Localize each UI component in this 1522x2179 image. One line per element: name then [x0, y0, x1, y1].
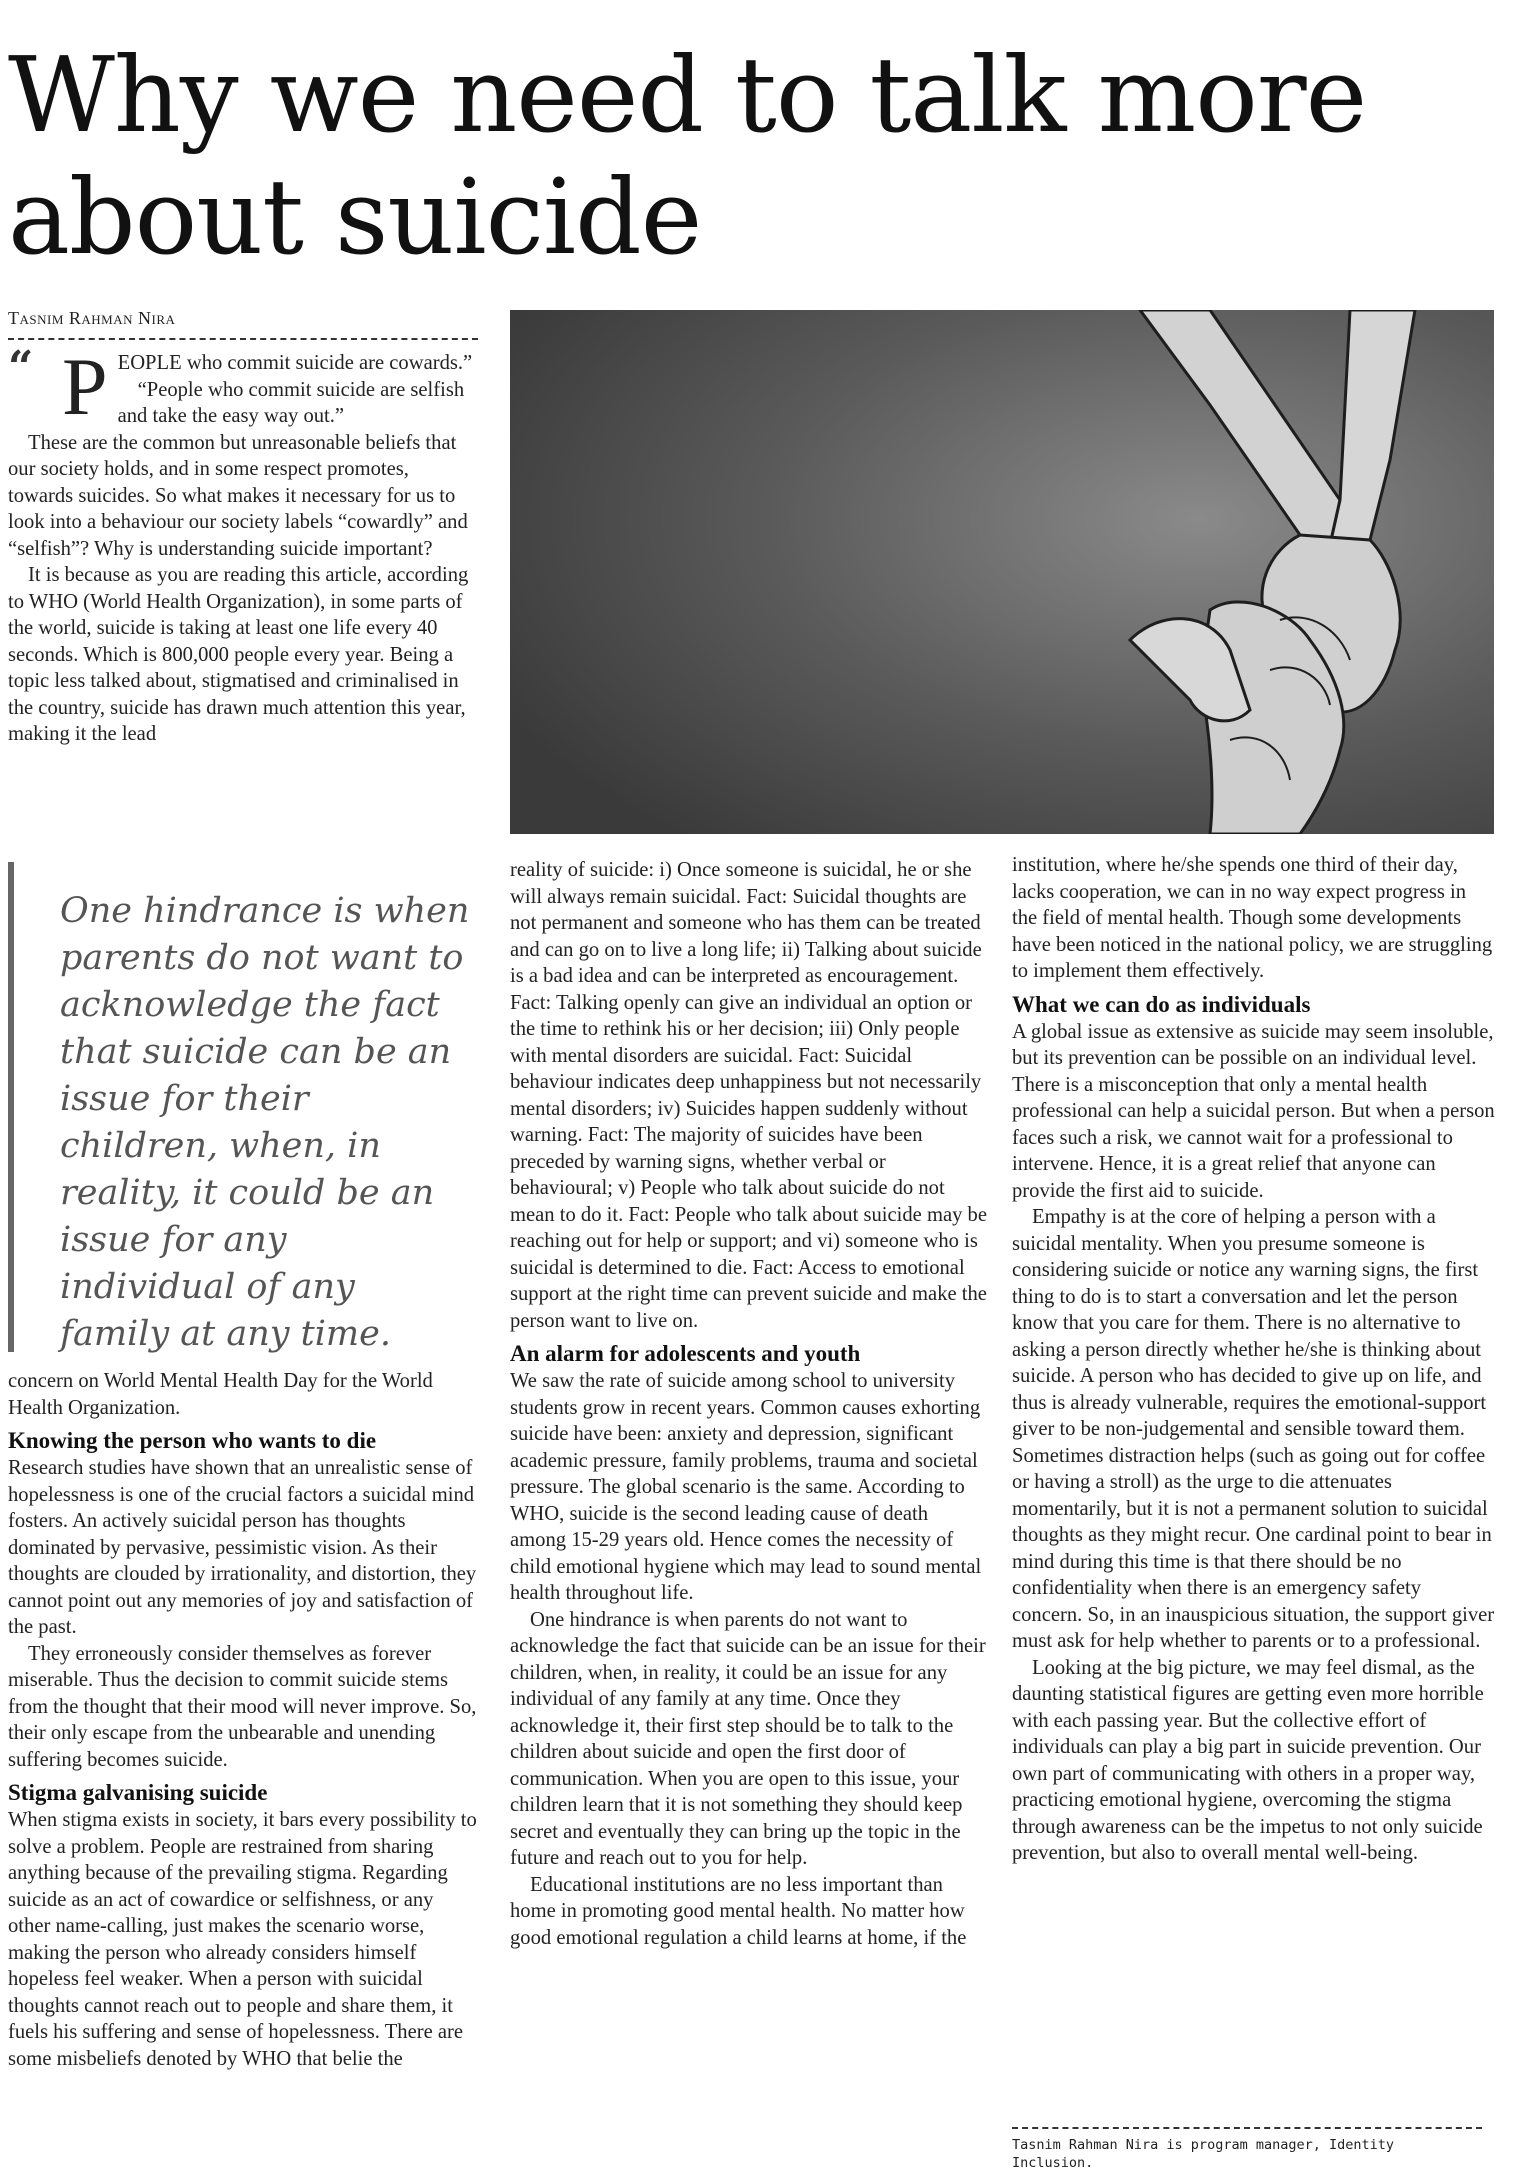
article-headline: Why we need to talk more about suicide — [8, 34, 1367, 278]
paragraph: Educational institutions are no less important than home in promoting good mental health. No matter how good emotional regulation a child learns at home, if the — [510, 1873, 967, 1949]
byline-divider — [8, 338, 478, 340]
paragraph: They erroneously consider themselves as forever miserable. Thus the decision to commit suicide stems from the thought that their mood will never improve. So, their only escape from the unbearable and unending suffering becomes suicide. — [8, 1642, 477, 1771]
paragraph: When stigma exists in society, it bars every possibility to solve a problem. People are restrained from sharing anything because of the prevailing stigma. Regarding suicide as an act of cowardice or selfishness, or any other name-calling, just makes the scenario worse, making the person who already considers himself hopeless feel weaker. When a person with suicidal thoughts cannot reach out to people and share them, it fuels his suffering and sense of hopelessness. There are some misbeliefs denoted by WHO that belie the — [8, 1809, 477, 2070]
open-quote-mark: “ — [8, 342, 34, 393]
section-heading: Knowing the person who wants to die — [8, 1428, 377, 1453]
column-1-top — [8, 341, 478, 748]
byline: Tasnim Rahman Nira — [8, 308, 176, 328]
author-note-divider — [1012, 2127, 1482, 2129]
paragraph: Empathy is at the core of helping a person with a suicidal mentality. When you presume someone is considering suicide or notice any warning signs, the first thing to do is to start a conversation and let the person know that you care for them. There is no alternative to asking a person directly whether he/she is thinking about suicide. A person who has decided to give up on life, and thus is already vulnerable, requires the emotional-support giver to be non-judgemental and sensible toward them. Sometimes distraction helps (such as going out for coffee or having a stroll) as the urge to die attenuates momentarily, but it is not a permanent solution to suicidal thoughts as they might recur. One cardinal point to bear in mind during this time is that there should be no confidentiality when there is an emergency safety concern. So, in an inauspicious situation, the support giver must ask for help whether to parents or to a professional. — [1012, 1206, 1495, 1652]
lead-first-sentence: EOPLE who commit suicide are cowards.” — [117, 352, 473, 374]
pull-quote — [8, 862, 478, 1352]
paragraph: reality of suicide: i) Once someone is suicidal, he or she will always remain suicidal. Fact: Suicidal thoughts are not permanent and someone who has them can be treated and can go on to live a long life; ii) Talking about suicide is a bad idea and can be interpreted as encouragement. Fact: Talking openly can give an individual an option or the time to rethink his or her decision; iii) Only people with mental disorders are suicidal. Fact: Suicidal behaviour indicates deep unhappiness but not necessarily mental disorders; iv) Suicides happen suddenly without warning. Fact: The majority of suicides have been preceded by warning signs, whether verbal or behavioural; v) People who talk about suicide do not mean to do it. Fact: People who talk about suicide may be reaching out for help or support; and vi) someone who is suicidal is determined to die. Fact: Access to emotional support at the right time can prevent suicide and make the person want to live on. — [510, 859, 987, 1332]
section-heading: An alarm for adolescents and youth — [510, 1341, 861, 1366]
paragraph: Looking at the big picture, we may feel dismal, as the daunting statistical figures are getting even more horrible with each passing year. But the collective effort of individuals can play a big part in suicide prevention. Our own part of communicating with others in a proper way, practicing emotional hygiene, overcoming the stigma through awareness can be the impetus to not only suicide prevention, but also to overall mental well-being. — [1012, 1656, 1484, 1864]
column-1-bottom — [8, 1368, 478, 2072]
paragraph: concern on World Mental Health Day for the World Health Organization. — [8, 1370, 433, 1419]
author-note: Tasnim Rahman Nira is program manager, Identity Inclusion. — [1012, 2137, 1395, 2171]
section-heading: What we can do as individuals — [1012, 991, 1311, 1017]
helping-hands-illustration-icon — [510, 310, 1494, 834]
pull-quote-text: One hindrance is when parents do not want to acknowledge the fact that suicide can be an issue for their children, when, in reality, it could be an issue for any individual of any family at any time. — [60, 891, 470, 1354]
column-3 — [1012, 852, 1496, 1867]
paragraph: It is because as you are reading this article, according to WHO (World Health Organization), in some parts of the world, suicide is taking at least one life every 40 seconds. Which is 800,000 people every year. Being a topic less talked about, stigmatised and criminalised in the country, suicide has drawn much attention this year, making it the lead — [8, 564, 469, 745]
lead-second-sentence: “People who commit suicide are selfish and take the easy way out.” — [117, 378, 465, 427]
paragraph: One hindrance is when parents do not want to acknowledge the fact that suicide can be an issue for their children, when, in reality, it could be an issue for any individual of any family at any time. Once they acknowledge it, their first step should be to talk to the children about suicide and open the first door of communication. When you are open to this issue, your children learn that it is not something they should keep secret and eventually they can bring up the topic in the future and reach out to you for help. — [510, 1608, 986, 1869]
drop-cap: P — [62, 341, 108, 432]
paragraph: We saw the rate of suicide among school to university students grow in recent years. Common causes exhorting suicide have been: anxiety and depression, significant academic pressure, family problems, trauma and societal pressure. The global scenario is the same. According to WHO, suicide is the second leading cause of death among 15-29 years old. Hence comes the necessity of child emotional hygiene which may lead to sound mental health throughout life. — [510, 1370, 982, 1604]
section-heading: Stigma galvanising suicide — [8, 1780, 268, 1805]
lead-paragraph — [8, 341, 478, 432]
paragraph: Research studies have shown that an unrealistic sense of hopelessness is one of the crucial factors a suicidal mind fosters. An actively suicidal person has thoughts dominated by pervasive, pessimistic vision. As their thoughts are clouded by irrationality, and distortion, they cannot point out any memories of joy and satisfaction of the past. — [8, 1457, 477, 1638]
column-2 — [510, 857, 988, 1951]
paragraph: A global issue as extensive as suicide may seem insoluble, but its prevention can be possible on an individual level. There is a misconception that only a mental health professional can help a suicidal person. But when a person faces such a risk, we cannot wait for a professional to intervene. Hence, it is a great relief that anyone can provide the first aid to suicide. — [1012, 1020, 1495, 1202]
paragraph: These are the common but unreasonable beliefs that our society holds, and in some respect promotes, towards suicides. So what makes it necessary for us to look into a behaviour our society labels “cowardly” and “selfish”? Why is understanding suicide important? — [8, 431, 468, 560]
paragraph: institution, where he/she spends one third of their day, lacks cooperation, we can in no way expect progress in the field of mental health. Though some developments have been noticed in the national policy, we are struggling to implement them effectively. — [1012, 854, 1493, 982]
